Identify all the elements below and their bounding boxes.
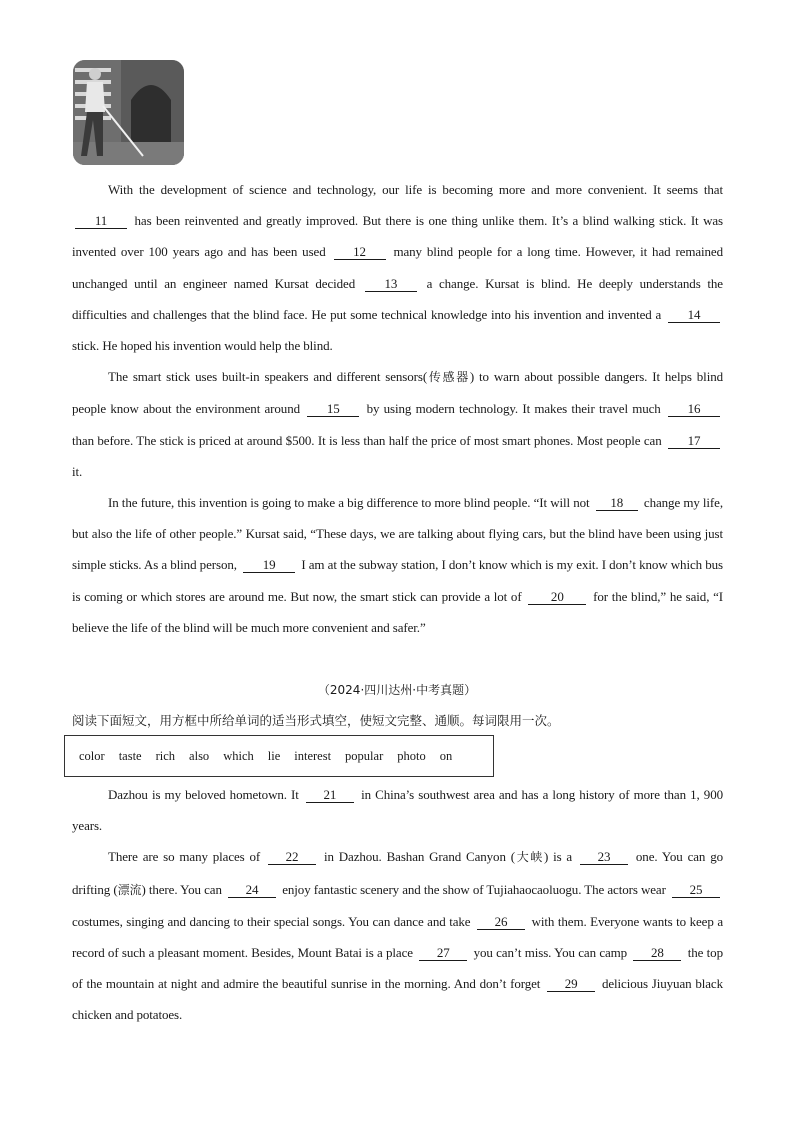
source-citation: （2024·四川达州·中考真题） [317,683,477,697]
text: I am at the subway station, I don’t know which is my exit. I don’t know which bus is coming or which stores are around me. But now, the smart stick can provide a lot of [72,557,724,604]
word-option: color [79,748,105,763]
text: it. [72,463,83,479]
word-option: interest [294,748,332,763]
text: stick. He hoped his invention would help the blind. [72,338,333,354]
passage2-paragraph-2 [72,841,723,1030]
blank-24[interactable]: 24 [228,883,276,898]
text: many blind people for a long time. However, it had remained unchanged until an engineer named Kursat decided [72,244,724,291]
blank-11[interactable]: 11 [75,214,127,229]
text: With the development of science and technology, our life is becoming more and more convenient. It seems that [108,182,723,197]
word-option: also [189,748,210,763]
word-option: photo [397,748,426,763]
text: by using modern technology. It makes their travel much [366,401,661,417]
blank-27[interactable]: 27 [419,946,467,961]
text: a change. Kursat is blind. He deeply understands the difficulties and challenges that the blind face. He put some technical knowledge into his invention and invented a [72,275,723,322]
blank-26[interactable]: 26 [477,915,525,930]
word-option: taste [118,748,142,763]
blank-18[interactable]: 18 [596,496,638,511]
text: ) there. You can [141,881,222,897]
instructions: 阅读下面短文，用方框中所给单词的适当形式填空，使短文完整、通顺。每词限用一次。 [72,713,560,728]
passage-2 [72,779,723,1031]
passage1-paragraph-2 [72,361,723,487]
text: for the blind,” he said, “I believe the life of the blind will be much more convenient and safer.” [72,588,724,635]
word-option: rich [155,748,176,763]
text: one. You can go drifting ( [72,849,724,897]
blank-25[interactable]: 25 [672,883,720,898]
text: you can’t miss. You can camp [473,945,628,961]
text: The smart stick uses built-in speakers and different sensors( [108,369,428,385]
text: in Dazhou. Bashan Grand Canyon ( [323,849,515,865]
text: has been reinvented and greatly improved. But there is one thing unlike them. It’s a blind walking stick. It was invented over 100 years ago and has been used [72,213,723,260]
passage2-paragraph-1 [72,779,723,841]
blank-23[interactable]: 23 [580,850,628,865]
blank-16[interactable]: 16 [668,402,720,417]
blank-14[interactable]: 14 [668,308,720,323]
passage1-paragraph-3 [72,487,723,643]
blind-man-photo [73,60,184,165]
blank-20[interactable]: 20 [528,590,586,605]
text: enjoy fantastic scenery and the show of Tujiahaocaoluogu. The actors wear [282,881,666,897]
chinese-gloss: 传感器 [427,370,470,385]
passage1-paragraph-1 [72,174,723,361]
chinese-gloss: 漂流 [117,882,142,897]
blank-29[interactable]: 29 [547,977,595,992]
blank-13[interactable]: 13 [365,277,417,292]
photo-image [73,60,184,165]
text: in China’s southwest area and has a long history of more than 1, 900 years. [72,787,724,834]
word-option: lie [267,748,281,763]
text: with them. Everyone wants to keep a record of such a pleasant moment. Besides, Mount Batai is a place [72,913,723,961]
text: delicious Jiuyuan black chicken and potatoes. [72,976,723,1023]
text: In the future, this invention is going to make a big difference to more blind people. “It will not [108,495,590,511]
text: costumes, singing and dancing to their special songs. You can dance and take [72,913,471,929]
text: ) to warn about possible dangers. It helps blind people know about the environment around [72,369,724,417]
blank-17[interactable]: 17 [668,434,720,449]
chinese-gloss: 大峡 [514,850,544,865]
text: change my life, but also the life of other people.” Kursat said, “These days, we are talking about flying cars, but the blind have been using just simple sticks. As a blind person, [72,495,723,573]
text: than before. The stick is priced at around $500. It is less than half the price of most smart phones. Most people can [72,432,662,448]
text: the top of the mountain at night and admire the beautiful sunrise in the morning. And don’t forget [72,945,723,992]
word-box [64,735,494,777]
blank-19[interactable]: 19 [243,558,295,573]
word-option: on [439,748,453,763]
text: ) is a [543,849,573,865]
blank-28[interactable]: 28 [633,946,681,961]
text: There are so many places of [108,849,261,865]
blank-22[interactable]: 22 [268,850,316,865]
word-option: which [223,748,254,763]
word-option: popular [345,748,384,763]
blank-12[interactable]: 12 [334,245,386,260]
blank-15[interactable]: 15 [307,402,359,417]
passage-1 [72,174,723,643]
text: Dazhou is my beloved hometown. It [108,787,299,802]
blank-21[interactable]: 21 [306,788,354,803]
